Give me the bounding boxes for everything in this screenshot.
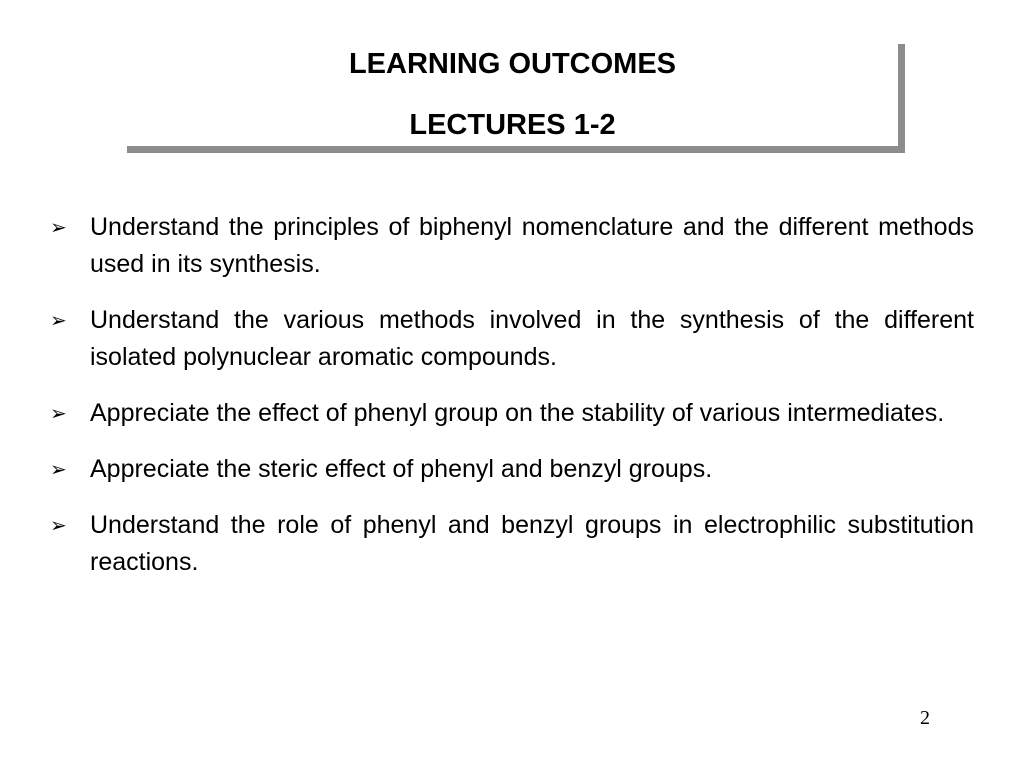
arrowhead-bullet-icon: ➢ — [50, 513, 67, 537]
arrowhead-bullet-icon: ➢ — [50, 457, 67, 481]
outcome-text: Understand the role of phenyl and benzyl groups in electrophilic substitution reactions. — [90, 511, 974, 576]
list-item — [50, 209, 974, 283]
outcome-text: Understand the various methods involved in the synthesis of the different isolated polynuclear aromatic compounds. — [90, 306, 974, 371]
outcome-text: Understand the principles of biphenyl nomenclature and the different methods used in its synthesis. — [90, 213, 974, 278]
list-item — [50, 507, 974, 581]
list-item — [50, 395, 974, 432]
page-number: 2 — [920, 707, 930, 729]
slide-subtitle: LECTURES 1-2 — [409, 109, 616, 141]
title-box — [127, 44, 905, 153]
list-item — [50, 451, 974, 488]
arrowhead-bullet-icon: ➢ — [50, 308, 67, 332]
learning-outcomes-list — [50, 209, 974, 600]
list-item — [50, 302, 974, 376]
arrowhead-bullet-icon: ➢ — [50, 215, 67, 239]
outcome-text: Appreciate the steric effect of phenyl and benzyl groups. — [90, 455, 713, 483]
slide-title: LEARNING OUTCOMES — [348, 48, 677, 80]
arrowhead-bullet-icon: ➢ — [50, 401, 67, 425]
outcome-text: Appreciate the effect of phenyl group on the stability of various intermediates. — [90, 399, 945, 427]
